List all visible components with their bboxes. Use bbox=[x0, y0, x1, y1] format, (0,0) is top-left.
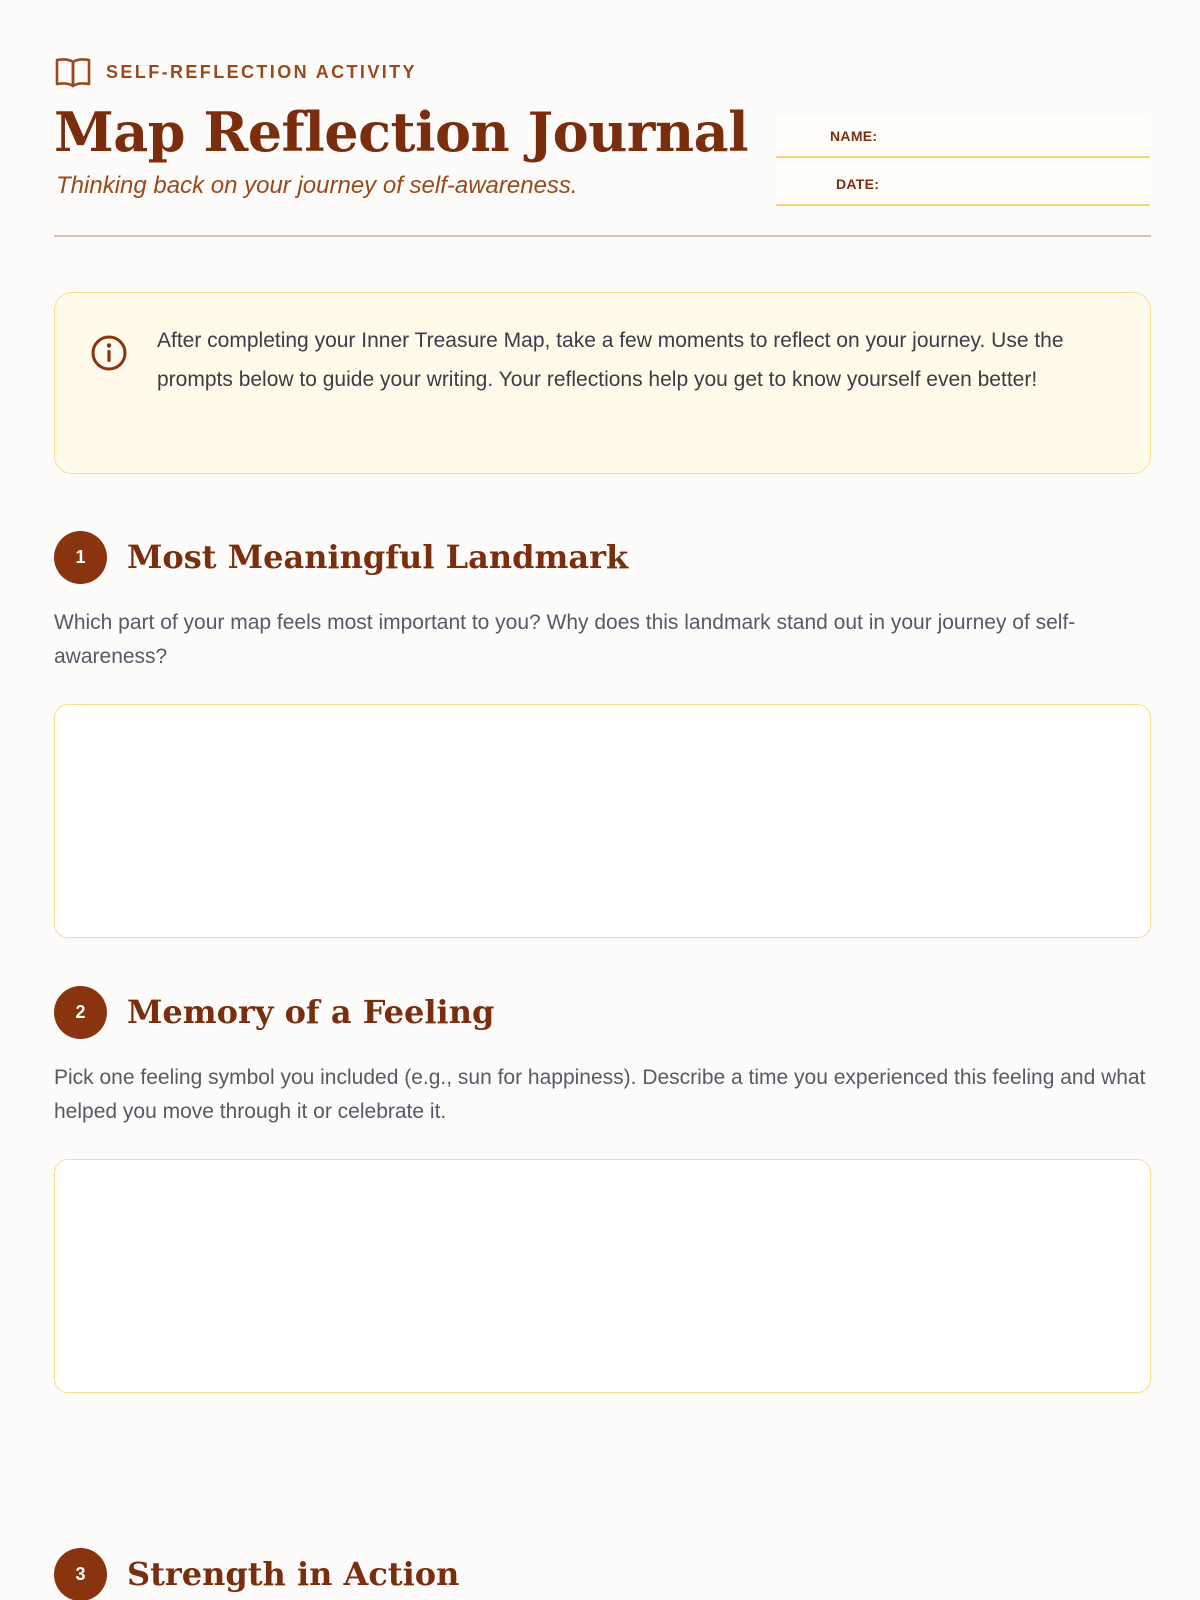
activity-type-label: SELF-REFLECTION ACTIVITY bbox=[106, 61, 417, 82]
section-title: Most Meaningful Landmark bbox=[127, 538, 629, 576]
page-subtitle: Thinking back on your journey of self-awareness. bbox=[56, 172, 578, 199]
section-header bbox=[54, 985, 1151, 1039]
section-title: Strength in Action bbox=[127, 1555, 460, 1593]
student-info-fields bbox=[776, 116, 1150, 212]
page-title: Map Reflection Journal bbox=[54, 100, 749, 164]
section-title: Memory of a Feeling bbox=[127, 993, 495, 1031]
section-header bbox=[54, 1547, 1151, 1600]
section-header bbox=[54, 530, 1151, 584]
reflection-section-3 bbox=[54, 1547, 1151, 1600]
name-field[interactable] bbox=[776, 116, 1150, 158]
section-number-badge: 2 bbox=[54, 986, 107, 1039]
date-field-label: DATE: bbox=[836, 176, 880, 192]
date-field[interactable] bbox=[776, 164, 1150, 206]
section-number-badge: 1 bbox=[54, 531, 107, 584]
answer-box-2[interactable] bbox=[54, 1159, 1151, 1393]
section-number-badge: 3 bbox=[54, 1548, 107, 1600]
instructions-text: After completing your Inner Treasure Map, take a few moments to reflect on your journey. Use the prompts below to guide your writing. Your reflections help you get to know yourself even better! bbox=[157, 329, 1064, 391]
reflection-section-1 bbox=[54, 530, 1151, 938]
answer-box-1[interactable] bbox=[54, 704, 1151, 938]
open-book-icon bbox=[54, 56, 92, 88]
info-icon bbox=[89, 333, 129, 373]
name-field-label: NAME: bbox=[830, 128, 878, 144]
reflection-section-2 bbox=[54, 985, 1151, 1393]
activity-eyebrow bbox=[54, 56, 417, 88]
header-divider bbox=[54, 235, 1151, 237]
section-prompt: Which part of your map feels most important to you? Why does this landmark stand out in your journey of self-awareness? bbox=[54, 611, 1076, 668]
section-prompt: Pick one feeling symbol you included (e.g., sun for happiness). Describe a time you experienced this feeling and what helped you move through it or celebrate it. bbox=[54, 1066, 1146, 1123]
instructions-callout bbox=[54, 292, 1151, 474]
